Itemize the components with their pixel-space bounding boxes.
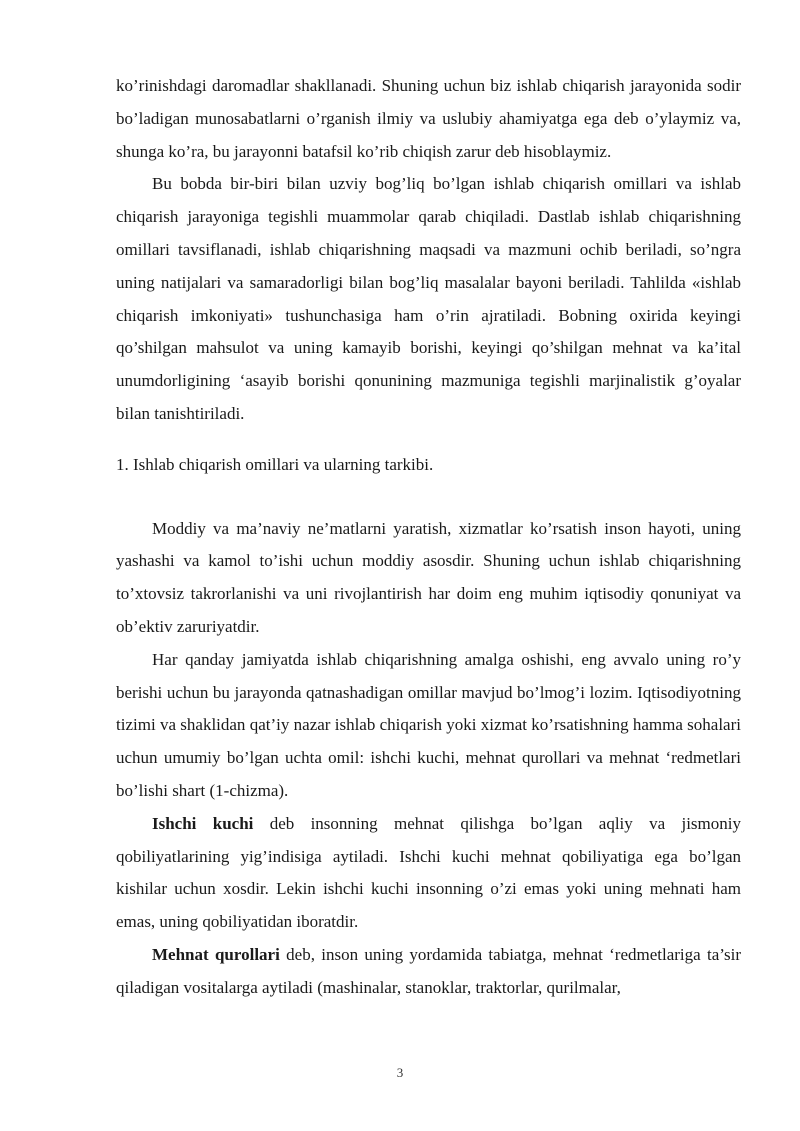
paragraph-5 (116, 808, 741, 939)
term-ishchi-kuchi: Ishchi kuchi (152, 813, 254, 833)
paragraph-4: Har qanday jamiyatda ishlab chiqarishning amalga oshishi, eng avvalo uning ro’y berishi uchun bu jarayonda qatnashadigan omillar mavjud bo’lmog’i lozim. Iqtisodiyotning tizimi va shaklidan qat’iy nazar ishlab chiqarish yoki xizmat ko’rsatishning hamma sohalari uchun umumiy bo’lgan uchta omil: ishchi kuchi, mehnat qurollari va mehnat ‘redmetlari bo’lishi shart (1-chizma). (116, 649, 741, 800)
document-page (116, 70, 741, 1005)
paragraph-6-text: deb, inson uning yordamida tabiatga, mehnat ‘redmetlariga ta’sir qiladigan vositalarga aytiladi (mashinalar, stanoklar, traktorlar, qurilmalar, (116, 944, 741, 997)
section-heading: 1. Ishlab chiqarish omillari va ularning tarkibi. (116, 454, 434, 474)
page-number: 3 (396, 1065, 404, 1080)
term-mehnat-qurollari: Mehnat qurollari (152, 944, 280, 964)
paragraph-5-text: deb insonning mehnat qilishga bo’lgan aqliy va jismoniy qobiliyatlarining yig’indisiga aytiladi. Ishchi kuchi mehnat qobiliyatiga ega bo’lgan kishilar uchun xosdir. Lekin ishchi kuchi insonning o’zi emas yoki uning mehnati ham emas, uning qobiliyatidan iboratdir. (116, 813, 741, 932)
paragraph-6 (116, 939, 741, 1005)
paragraph-3: Moddiy va ma’naviy ne’matlarni yaratish, xizmatlar ko’rsatish inson hayoti, uning yashashi va kamol to’ishi uchun moddiy asosdir. Shuning uchun ishlab chiqarishning to’xtovsiz takrorlanishi va uni rivojlantirish har doim eng muhim iqtisodiy qonuniyat va ob’ektiv zaruriyatdir. (116, 518, 741, 636)
paragraph-1: ko’rinishdagi daromadlar shakllanadi. Shuning uchun biz ishlab chiqarish jarayonida sodir bo’ladigan munosabatlarni o’rganish ilmiy va uslubiy ahamiyatga ega deb o’ylaymiz va, shunga ko’ra, bu jarayonni batafsil ko’rib chiqish zarur deb hisoblaymiz. (116, 76, 741, 161)
paragraph-2: Bu bobda bir-biri bilan uzviy bog’liq bo’lgan ishlab chiqarish omillari va ishlab chiqarish jarayoniga tegishli muammolar qarab chiqiladi. Dastlab ishlab chiqarishning omillari tavsiflanadi, ishlab chiqarishning maqsadi va mazmuni ochib beriladi, so’ngra uning natijalari va samaradorligi bilan bog’liq masalalar bayoni beriladi. Tahlilda «ishlab chiqarish imkoniyati» tushunchasiga ham o’rin ajratiladi. Bobning oxirida keyingi qo’shilgan mahsulot va uning kamayib borishi, keyingi qo’shilgan mehnat va ka’ital unumdorligining ‘asayib borishi qonunining mazmuniga tegishli marjinalistik g’oyalar bilan tanishtiriladi. (116, 174, 741, 423)
